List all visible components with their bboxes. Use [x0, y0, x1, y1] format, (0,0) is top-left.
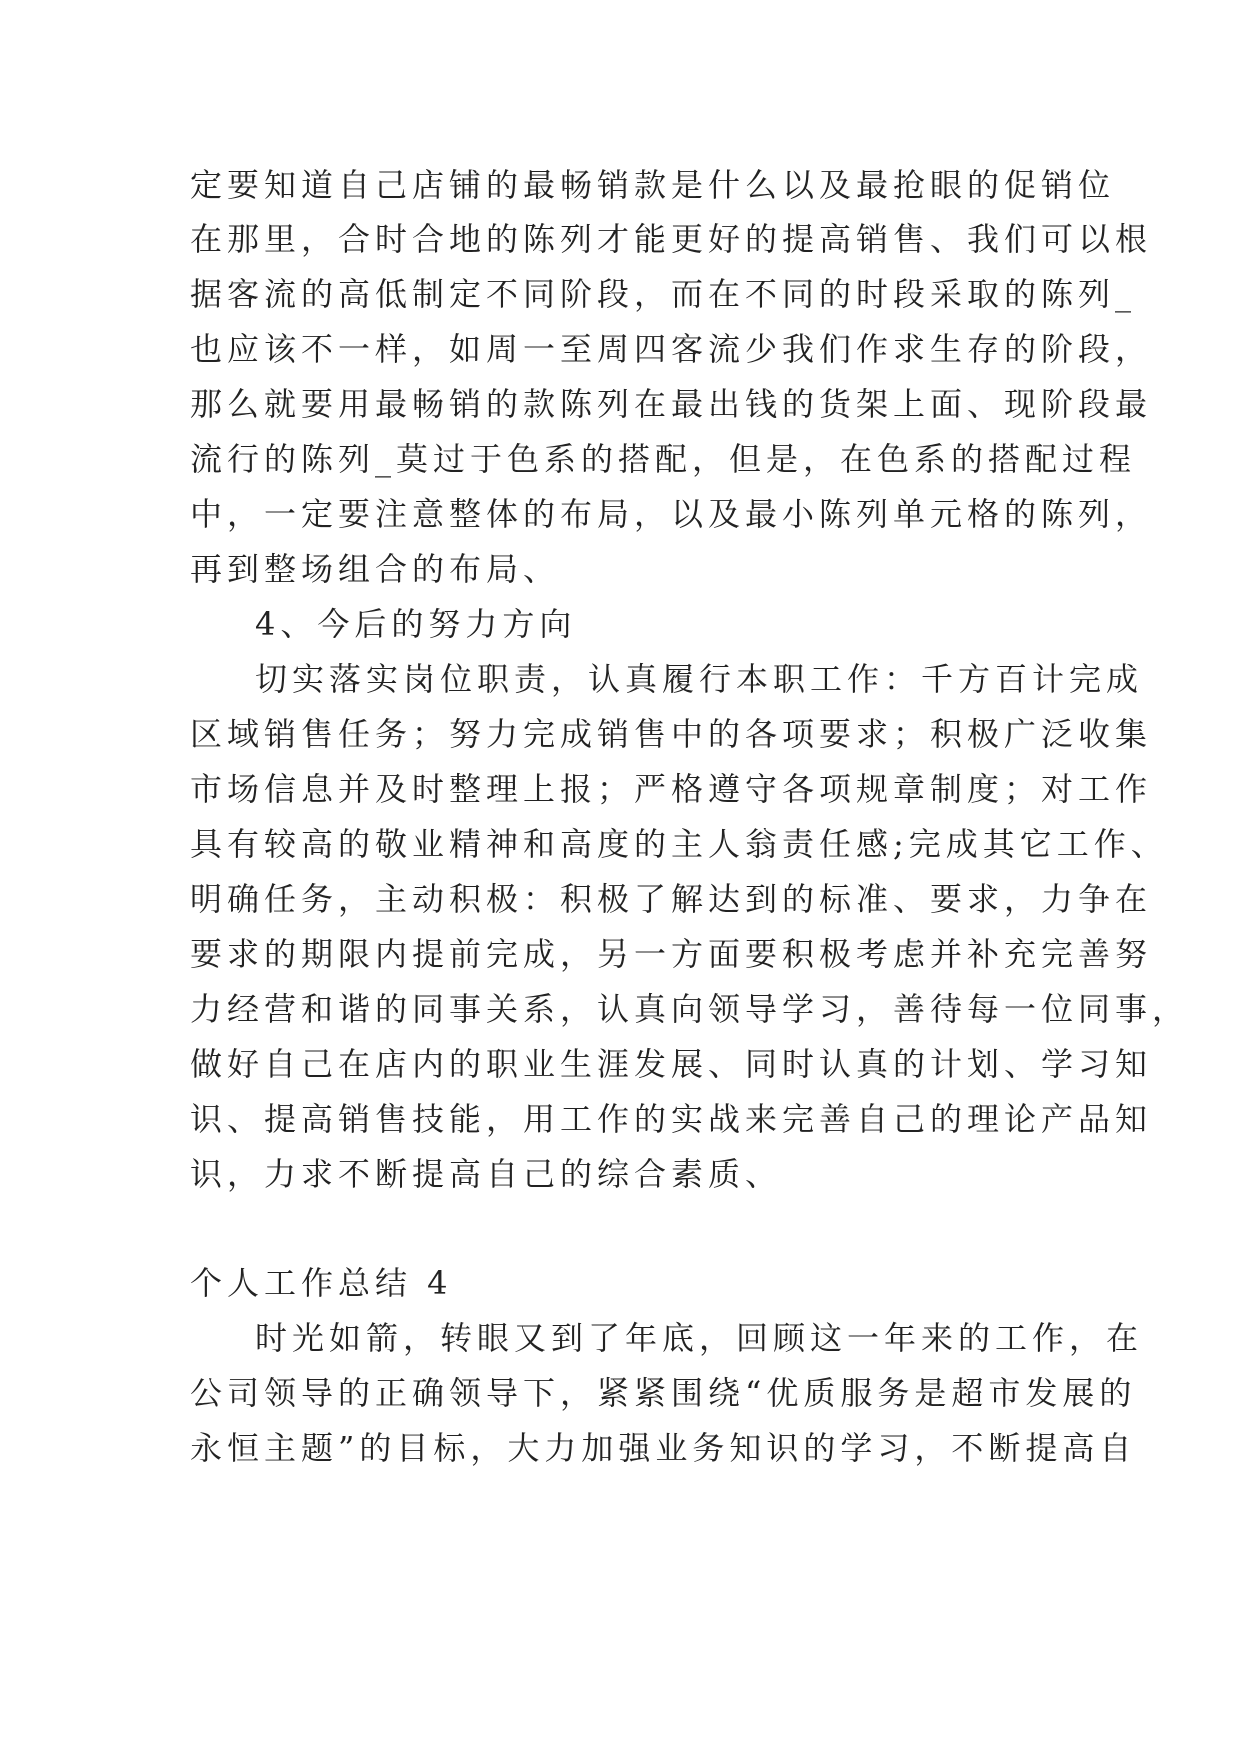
paragraph-line: 时光如箭，转眼又到了年底，回顾这一年来的工作，在 — [255, 1319, 1144, 1357]
paragraph-line: 流行的陈列_莫过于色系的搭配，但是，在色系的搭配过程 — [190, 440, 1137, 478]
paragraph-line: 中，一定要注意整体的布局，以及最小陈列单元格的陈列， — [190, 495, 1153, 533]
document-title: 个人工作总结 4 — [190, 1264, 453, 1302]
paragraph-line: 永恒主题”的目标，大力加强业务知识的学习，不断提高自 — [190, 1429, 1137, 1467]
paragraph-line: 识、提高销售技能，用工作的实战来完善自己的理论产品知 — [190, 1100, 1153, 1138]
paragraph-line: 在那里，合时合地的陈列才能更好的提高销售、我们可以根 — [190, 220, 1153, 258]
paragraph-line: 定要知道自己店铺的最畅销款是什么以及最抢眼的促销位 — [190, 166, 1116, 204]
paragraph-line: 明确任务，主动积极：积极了解达到的标准、要求，力争在 — [190, 880, 1153, 918]
paragraph-line: 具有较高的敬业精神和高度的主人翁责任感;完成其它工作、 — [190, 825, 1168, 863]
paragraph-line: 做好自己在店内的职业生涯发展、同时认真的计划、学习知 — [190, 1045, 1153, 1083]
paragraph-line: 市场信息并及时整理上报；严格遵守各项规章制度；对工作 — [190, 770, 1153, 808]
paragraph-line: 也应该不一样，如周一至周四客流少我们作求生存的阶段， — [190, 330, 1153, 368]
paragraph-line: 切实落实岗位职责，认真履行本职工作：千方百计完成 — [255, 660, 1144, 698]
paragraph-line: 再到整场组合的布局、 — [190, 550, 561, 588]
paragraph-line: 那么就要用最畅销的款陈列在最出钱的货架上面、现阶段最 — [190, 385, 1153, 423]
paragraph-line: 区域销售任务；努力完成销售中的各项要求；积极广泛收集 — [190, 715, 1153, 753]
paragraph-line: 力经营和谐的同事关系，认真向领导学习，善待每一位同事， — [190, 990, 1190, 1028]
paragraph-line: 公司领导的正确领导下，紧紧围绕“优质服务是超市发展的 — [190, 1374, 1137, 1412]
section-heading: 4、今后的努力方向 — [255, 605, 577, 643]
paragraph-line: 识，力求不断提高自己的综合素质、 — [190, 1155, 783, 1193]
paragraph-line: 要求的期限内提前完成，另一方面要积极考虑并补充完善努 — [190, 935, 1153, 973]
paragraph-line: 据客流的高低制定不同阶段，而在不同的时段采取的陈列_ — [190, 275, 1137, 313]
